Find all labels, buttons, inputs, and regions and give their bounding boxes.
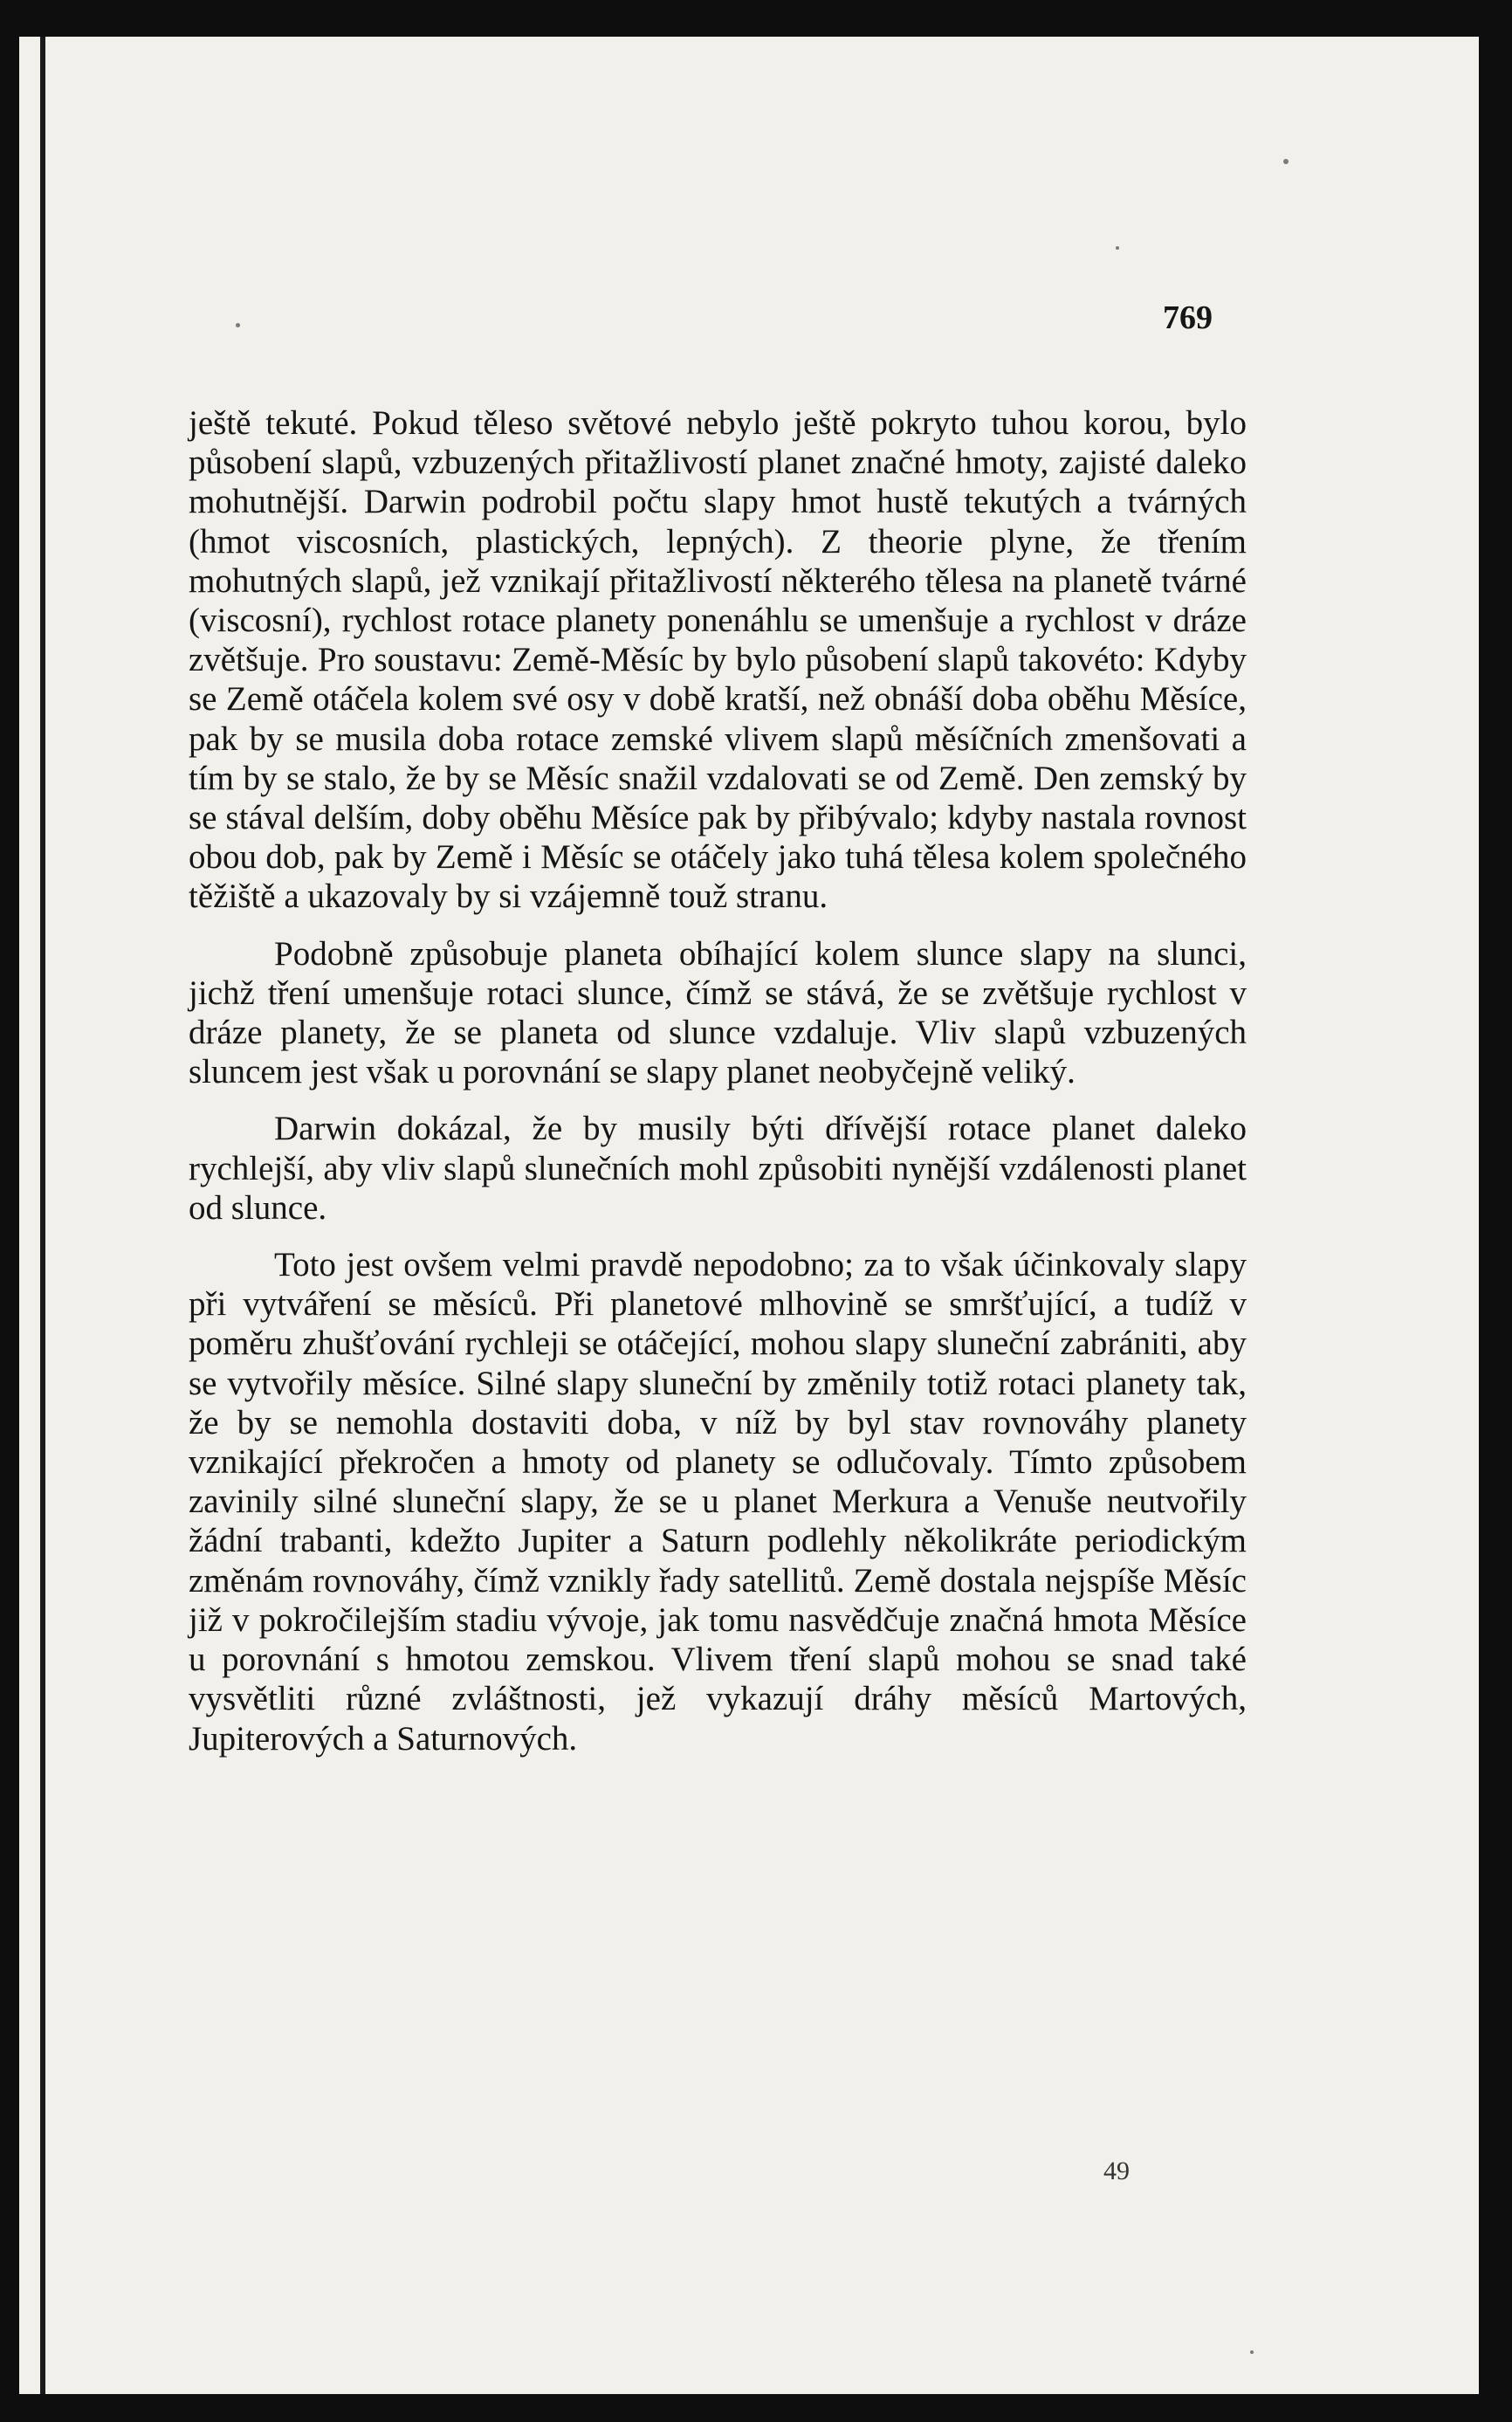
paper-speck — [1116, 246, 1119, 250]
paragraph-4: Toto jest ovšem velmi pravdě nepodobno; za to však účinkovaly slapy při vytváření se měsíců. Při planetové mlhovině se smršťující, a tudíž v poměru zhušťování rychleji se otáčející, mohou slapy sluneční zabrániti, aby se vytvořily měsíce. Silné slapy sluneční by změnily totiž rotaci planety tak, že by se nemohla dostaviti doba, v níž by byl stav rovnováhy planety vznikající překročen a hmoty od planety se odlučovaly. Tímto způsobem zavinily silné sluneční slapy, že se u planet Merkura a Venuše neutvořily žádní trabanti, kdežto Jupiter a Saturn podlehly několikráte periodickým změnám rovnováhy, čímž vznikly řady satellitů. Země dostala nejspíše Měsíc již v pokročilejším stadiu vývoje, jak tomu nasvědčuje značná hmota Měsíce u porovnání s hmotou zemskou. Vlivem tření slapů mohou se snad také vysvětliti různé zvláštnosti, jež vykazují dráhy měsíců Martových, Jupiterových a Saturnových. — [189, 1246, 1247, 1758]
paper-speck — [236, 323, 240, 327]
page-binding-edge — [40, 37, 45, 2394]
paper-speck — [1283, 159, 1289, 164]
paragraph-3: Darwin dokázal, že by musily býti dřívější rotace planet daleko rychlejší, aby vliv slapů slunečních mohl způsobiti nynější vzdálenosti planet od slunce. — [189, 1110, 1247, 1227]
body-text — [189, 403, 1247, 1758]
page-number: 769 — [1163, 299, 1213, 336]
paper-speck — [1250, 2350, 1254, 2354]
printer-signature-mark: 49 — [1103, 2157, 1130, 2185]
book-page — [19, 37, 1479, 2394]
paragraph-2: Podobně způsobuje planeta obíhající kolem slunce slapy na slunci, jichž tření umenšuje rotaci slunce, čímž se stává, že se zvětšuje rychlost v dráze planety, že se planeta od slunce vzdaluje. Vliv slapů vzbuzených sluncem jest však u porovnání se slapy planet neobyčejně veliký. — [189, 934, 1247, 1091]
paragraph-1: ještě tekuté. Pokud těleso světové nebylo ještě pokryto tuhou korou, bylo působení slapů, vzbuzených přitažlivostí planet značné hmoty, zajisté daleko mohutnější. Darwin podrobil počtu slapy hmot hustě tekutých a tvárných (hmot viscosních, plastických, lepných). Z theorie plyne, že třením mohutných slapů, jež vznikají přitažlivostí některého tělesa na planetě tvárné (viscosní), rychlost rotace planety ponenáhlu se umenšuje a rychlost v dráze zvětšuje. Pro soustavu: Země-Měsíc by bylo působení slapů takovéto: Kdyby se Země otáčela kolem své osy v době kratší, než obnáší doba oběhu Měsíce, pak by se musila doba rotace zemské vlivem slapů měsíčních zmenšovati a tím by se stalo, že by se Měsíc snažil vzdalovati se od Země. Den zemský by se stával delším, doby oběhu Měsíce pak by přibývalo; kdyby nastala rovnost obou dob, pak by Země i Měsíc se otáčely jako tuhá tělesa kolem společného těžiště a ukazovaly by si vzájemně touž stranu. — [189, 404, 1247, 916]
